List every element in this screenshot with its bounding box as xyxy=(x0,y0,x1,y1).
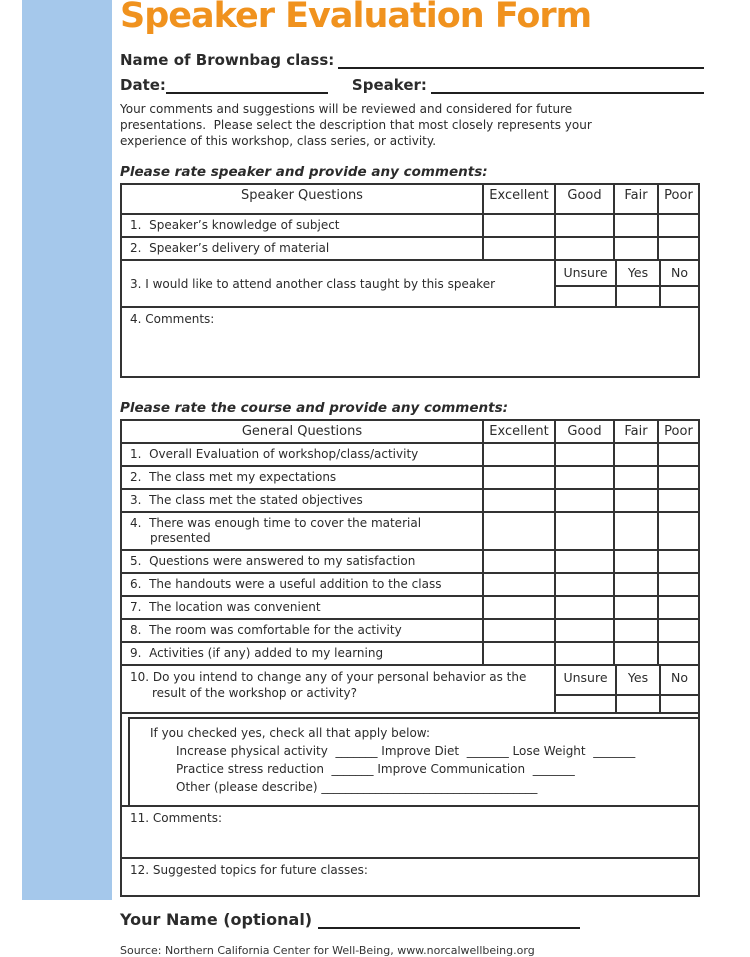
speaker-comments-area[interactable]: 4. Comments: xyxy=(130,312,215,326)
fair-header: Fair xyxy=(613,421,657,442)
rating-cell-good[interactable] xyxy=(554,620,613,641)
course-table-caption: Please rate the course and provide any comments: xyxy=(120,400,509,416)
intro-paragraph xyxy=(120,101,704,149)
rating-cell-poor[interactable] xyxy=(657,215,698,236)
rating-cell-poor[interactable] xyxy=(657,467,698,488)
left-accent-bar xyxy=(22,0,112,900)
course-comments-area[interactable]: 11. Comments: xyxy=(130,811,222,825)
answer-cell-no[interactable] xyxy=(659,696,698,712)
yes-no-answer-cells xyxy=(556,287,698,306)
rating-cell-good[interactable] xyxy=(554,490,613,511)
if-yes-box xyxy=(128,717,698,805)
rating-cell-excellent[interactable] xyxy=(482,551,554,572)
question-text: 5. Questions were answered to my satisfaction xyxy=(130,554,416,568)
date-label: Date: xyxy=(120,76,166,94)
rating-cell-good[interactable] xyxy=(554,238,613,259)
yes-no-options xyxy=(554,261,698,306)
rating-cell-poor[interactable] xyxy=(657,574,698,595)
rating-cell-good[interactable] xyxy=(554,215,613,236)
poor-header: Poor xyxy=(657,185,698,213)
rating-cell-fair[interactable] xyxy=(613,238,657,259)
unsure-header: Unsure xyxy=(563,670,608,685)
answer-cell-yes[interactable] xyxy=(615,696,659,712)
table-row xyxy=(122,551,698,574)
rating-cell-poor[interactable] xyxy=(657,597,698,618)
yes-no-answer-cells xyxy=(556,696,698,712)
rating-cell-excellent[interactable] xyxy=(482,643,554,664)
rating-cell-excellent[interactable] xyxy=(482,444,554,465)
rating-cell-excellent[interactable] xyxy=(482,238,554,259)
rating-cell-fair[interactable] xyxy=(613,215,657,236)
rating-cell-poor[interactable] xyxy=(657,643,698,664)
source-attribution: Source: Northern California Center for Well-Being, www.norcalwellbeing.org xyxy=(120,944,535,957)
rating-cell-excellent[interactable] xyxy=(482,490,554,511)
rating-cell-poor[interactable] xyxy=(657,238,698,259)
rating-cell-poor[interactable] xyxy=(657,551,698,572)
intro-line: Your comments and suggestions will be reviewed and considered for future xyxy=(120,102,573,116)
rating-cell-fair[interactable] xyxy=(613,597,657,618)
table-row xyxy=(122,643,698,666)
rating-cell-excellent[interactable] xyxy=(482,215,554,236)
question-text: 6. The handouts were a useful addition to the class xyxy=(130,577,442,591)
rating-cell-fair[interactable] xyxy=(613,490,657,511)
date-input[interactable] xyxy=(166,79,328,94)
course-table-header-row xyxy=(122,421,698,444)
table-row xyxy=(122,215,698,238)
your-name-input[interactable] xyxy=(318,913,580,929)
question-text: 8. The room was comfortable for the activity xyxy=(130,623,402,637)
rating-cell-fair[interactable] xyxy=(613,643,657,664)
poor-header: Poor xyxy=(657,421,698,442)
rating-cell-fair[interactable] xyxy=(613,444,657,465)
rating-cell-poor[interactable] xyxy=(657,513,698,549)
if-yes-checklist-line[interactable]: Practice stress reduction _______ Improve Communication _______ xyxy=(176,762,575,776)
answer-cell-yes[interactable] xyxy=(615,287,659,306)
excellent-header: Excellent xyxy=(482,421,554,442)
if-yes-checklist-line[interactable]: Increase physical activity _______ Improve Diet _______ Lose Weight _______ xyxy=(176,744,636,758)
table-row xyxy=(122,467,698,490)
question-text: 1. Overall Evaluation of workshop/class/activity xyxy=(130,447,419,461)
question-text: 9. Activities (if any) added to my learning xyxy=(130,646,384,660)
table-row xyxy=(122,620,698,643)
if-yes-section-row xyxy=(122,717,698,807)
rating-cell-good[interactable] xyxy=(554,574,613,595)
if-yes-heading: If you checked yes, check all that apply below: xyxy=(150,726,431,740)
question-text: 3. I would like to attend another class taught by this speaker xyxy=(130,276,496,291)
rating-cell-good[interactable] xyxy=(554,513,613,549)
yes-no-options xyxy=(554,666,698,712)
table-row xyxy=(122,574,698,597)
rating-cell-good[interactable] xyxy=(554,597,613,618)
yes-no-option-labels xyxy=(556,261,698,287)
yes-no-option-labels xyxy=(556,666,698,696)
comments-row xyxy=(122,308,698,376)
table-row xyxy=(122,490,698,513)
speaker-questions-table xyxy=(120,183,700,378)
rating-cell-poor[interactable] xyxy=(657,620,698,641)
rating-cell-good[interactable] xyxy=(554,444,613,465)
date-speaker-field-row xyxy=(120,76,704,94)
rating-cell-fair[interactable] xyxy=(613,551,657,572)
rating-cell-good[interactable] xyxy=(554,551,613,572)
table-row xyxy=(122,597,698,620)
rating-cell-excellent[interactable] xyxy=(482,513,554,549)
no-header: No xyxy=(659,261,698,285)
table-row xyxy=(122,444,698,467)
question-text: 7. The location was convenient xyxy=(130,600,321,614)
answer-cell-no[interactable] xyxy=(659,287,698,306)
speaker-table-header-row xyxy=(122,185,698,215)
general-questions-header: General Questions xyxy=(241,424,363,439)
yes-no-row xyxy=(122,261,698,308)
intro-line: presentations. Please select the description that most closely represents your xyxy=(120,118,592,132)
rating-cell-excellent[interactable] xyxy=(482,597,554,618)
answer-cell-unsure[interactable] xyxy=(556,287,615,306)
speaker-questions-header: Speaker Questions xyxy=(241,188,363,203)
question-text: 1. Speaker’s knowledge of subject xyxy=(130,218,340,232)
suggested-topics-area[interactable]: 12. Suggested topics for future classes: xyxy=(130,863,368,877)
rating-cell-excellent[interactable] xyxy=(482,574,554,595)
rating-cell-fair[interactable] xyxy=(613,574,657,595)
rating-cell-fair[interactable] xyxy=(613,620,657,641)
question-text: 2. The class met my expectations xyxy=(130,470,337,484)
table-row xyxy=(122,513,698,551)
question-text: 10. Do you intend to change any of your personal behavior as the result of the workshop or activity? xyxy=(130,670,531,700)
good-header: Good xyxy=(554,185,613,213)
good-header: Good xyxy=(554,421,613,442)
general-questions-table xyxy=(120,419,700,897)
suggested-topics-row xyxy=(122,859,698,895)
brownbag-class-label: Name of Brownbag class: xyxy=(120,51,335,69)
excellent-header: Excellent xyxy=(482,185,554,213)
comments-row xyxy=(122,807,698,859)
yes-no-row xyxy=(122,666,698,714)
form-content xyxy=(120,0,704,957)
page-title: Speaker Evaluation Form xyxy=(120,0,592,36)
rating-cell-fair[interactable] xyxy=(613,467,657,488)
question-text: 4. There was enough time to cover the material presented xyxy=(130,516,425,545)
table-row xyxy=(122,238,698,261)
question-text: 3. The class met the stated objectives xyxy=(130,493,363,507)
rating-cell-poor[interactable] xyxy=(657,444,698,465)
your-name-field-row xyxy=(120,910,580,929)
rating-cell-excellent[interactable] xyxy=(482,467,554,488)
fair-header: Fair xyxy=(613,185,657,213)
brownbag-class-field-row xyxy=(120,51,704,69)
rating-cell-excellent[interactable] xyxy=(482,620,554,641)
speaker-table-caption: Please rate speaker and provide any comments: xyxy=(120,164,488,180)
unsure-header: Unsure xyxy=(563,265,608,280)
yes-header: Yes xyxy=(615,666,659,694)
rating-cell-poor[interactable] xyxy=(657,490,698,511)
brownbag-class-input[interactable] xyxy=(338,54,704,69)
your-name-label: Your Name (optional) xyxy=(120,910,313,929)
speaker-label: Speaker: xyxy=(351,76,427,94)
speaker-input[interactable] xyxy=(431,79,704,94)
question-text: 2. Speaker’s delivery of material xyxy=(130,241,330,255)
rating-cell-fair[interactable] xyxy=(613,513,657,549)
rating-cell-good[interactable] xyxy=(554,643,613,664)
rating-cell-good[interactable] xyxy=(554,467,613,488)
intro-line: experience of this workshop, class series, or activity. xyxy=(120,134,437,148)
yes-header: Yes xyxy=(615,261,659,285)
if-yes-checklist-line[interactable]: Other (please describe) ____________________________________ xyxy=(176,780,538,794)
answer-cell-unsure[interactable] xyxy=(556,696,615,712)
no-header: No xyxy=(659,666,698,694)
